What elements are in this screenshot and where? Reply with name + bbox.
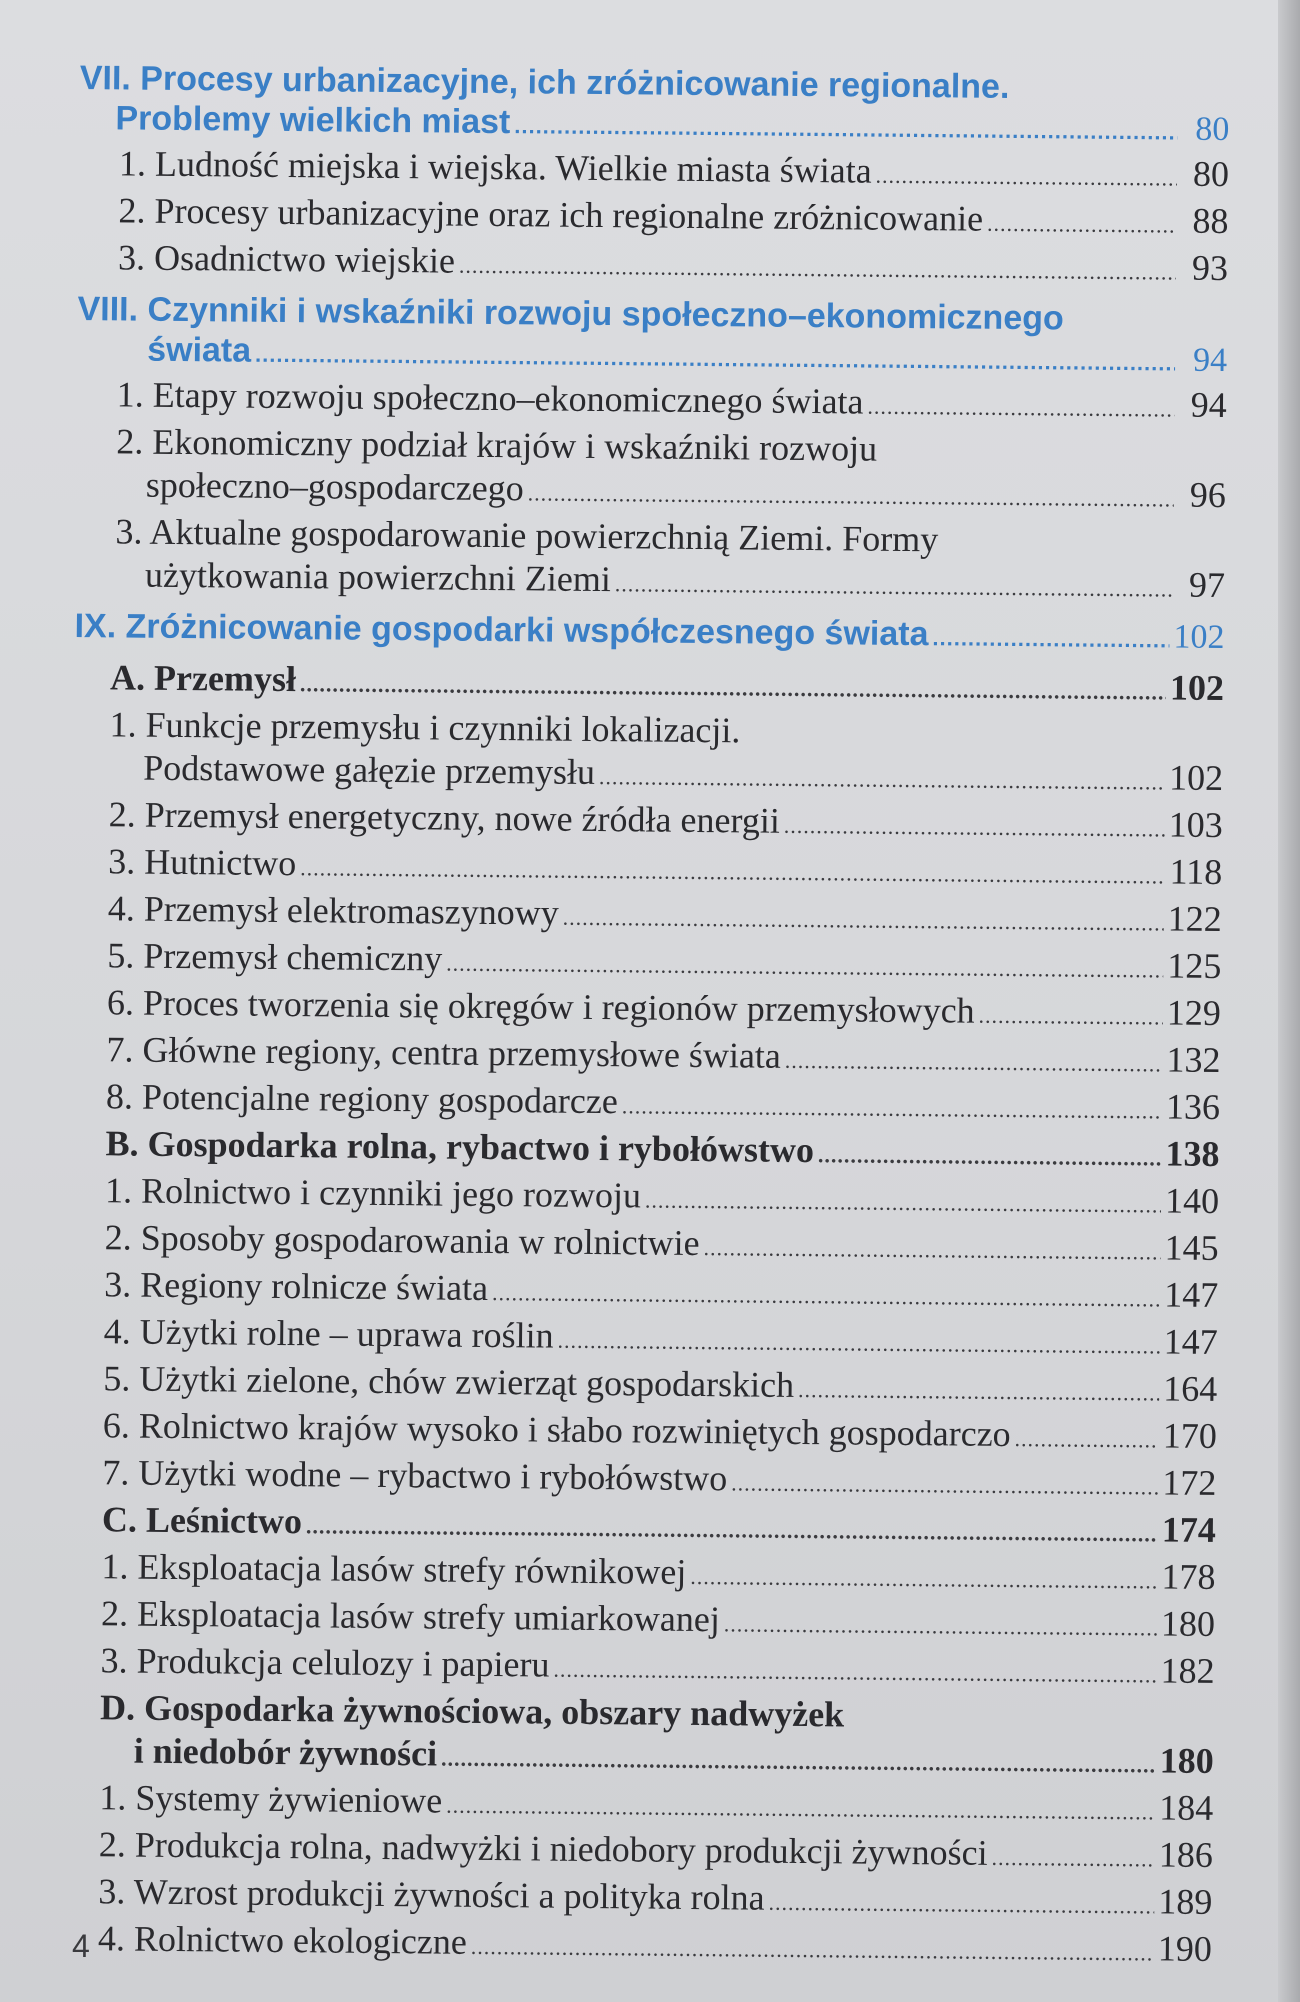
entry-label: 6. Proces tworzenia się okręgów i regionów przemysłowych (106, 982, 975, 1031)
leader-dots (690, 1555, 1158, 1602)
entry-label-cont: Podstawowe gałęzie przemysłu (142, 747, 596, 792)
leader-dots (446, 1784, 1155, 1834)
entry-label-cont: użytkowania powierzchni Ziemi (144, 554, 612, 600)
chapter-title: VIII. Czynniki i wskaźniki rozwoju społeczno–ekonomicznego (77, 289, 1064, 338)
leader-dots (784, 804, 1165, 851)
leader-dots (987, 202, 1177, 247)
page-ref: 118 (1169, 851, 1223, 893)
leader-dots (991, 1836, 1155, 1881)
page-ref: 178 (1161, 1556, 1216, 1597)
page-ref: 172 (1162, 1462, 1217, 1503)
entry-label: 1. Systemy żywieniowe (99, 1777, 443, 1821)
leader-dots (932, 618, 1169, 660)
page-ref: 94 (1190, 384, 1227, 426)
page-ref: 180 (1159, 1740, 1214, 1781)
entry-label: 3. Wzrost produkcji żywności a polityka rolna (98, 1871, 765, 1918)
entry-label-cont: społeczno–gospodarczego (145, 464, 524, 509)
page-ref: 170 (1162, 1415, 1218, 1456)
entry-label: 1. Etapy rozwoju społeczno–ekonomicznego świata (116, 374, 864, 422)
leader-dots (785, 1039, 1163, 1086)
entry-label: 2. Procesy urbanizacyjne oraz ich regionalne zróżnicowanie (118, 190, 984, 239)
leader-dots (1014, 1417, 1159, 1461)
page-ref: 140 (1164, 1180, 1220, 1221)
page-ref: 182 (1160, 1650, 1215, 1691)
entry-label: 7. Główne regiony, centra przemysłowe świata (106, 1029, 782, 1076)
page-ref: 102 (1173, 618, 1225, 657)
table-of-contents (62, 58, 1230, 1975)
page-ref: 93 (1191, 247, 1229, 289)
entry-label: 1. Ludność miejska i wiejska. Wielkie miasta świata (118, 143, 872, 191)
entry-label: 5. Przemysł chemiczny (107, 935, 443, 979)
page-ref: 136 (1165, 1086, 1221, 1127)
page-ref: 180 (1160, 1603, 1216, 1644)
page-ref: 145 (1164, 1227, 1219, 1268)
page-ref: 147 (1163, 1274, 1219, 1315)
leader-dots (798, 1368, 1160, 1414)
page-ref: 164 (1163, 1368, 1218, 1409)
chapter-title: VII. Procesy urbanizacyjne, ich zróżnicowanie regionalne. (79, 58, 1010, 106)
page-ref: 97 (1188, 564, 1226, 606)
leader-dots (622, 1084, 1163, 1132)
page-ref: 186 (1158, 1834, 1213, 1875)
page-ref: 138 (1165, 1133, 1220, 1174)
section-title: D. Gospodarka żywnościowa, obszary nadwyżek (99, 1687, 845, 1735)
section-title-cont: i niedobór żywności (133, 1730, 438, 1774)
chapter-title-cont: świata (147, 330, 252, 370)
page-ref: 102 (1169, 667, 1225, 709)
leader-dots (731, 1461, 1158, 1508)
page-ref: 80 (1195, 110, 1230, 149)
leader-dots (459, 244, 1176, 294)
entry-label: 3. Regiony rolnicze świata (104, 1264, 489, 1308)
entry-label: 4. Przemysł elektromaszynowy (107, 888, 559, 933)
page-ref: 189 (1158, 1881, 1213, 1922)
page-ref: 132 (1166, 1039, 1221, 1080)
page-ref: 94 (1192, 341, 1228, 380)
page-ref: 122 (1167, 898, 1222, 939)
chapter-title-cont: Problemy wielkich miast (115, 99, 511, 142)
leader-dots (875, 154, 1177, 200)
entry-label: 1. Rolnictwo i czynniki jego rozwoju (104, 1170, 642, 1216)
entry-label: 1. Funkcje przemysłu i czynniki lokalizacji. (109, 704, 741, 751)
entry-label: 2. Ekonomiczny podział krajów i wskaźniki rozwoju (116, 421, 878, 469)
entry-label: 3. Produkcja celulozy i papieru (100, 1640, 550, 1685)
entry-label: 7. Użytki wodne – rybactwo i rybołówstwo (102, 1452, 728, 1499)
leader-dots (724, 1602, 1158, 1649)
leader-dots (514, 106, 1177, 152)
entry-label: 2. Przemysł energetyczny, nowe źródła energii (108, 794, 781, 841)
page-number: 4 (72, 1928, 90, 1964)
leader-dots (645, 1178, 1161, 1226)
entry-label: 3. Aktualne gospodarowanie powierzchnią Ziemi. Formy (115, 511, 939, 560)
entry-label: 8. Potencjalne regiony gospodarcze (105, 1076, 619, 1122)
page-ref: 147 (1163, 1321, 1218, 1362)
section-title: B. Gospodarka rolna, rybactwo i rybołówstwo (105, 1123, 815, 1171)
leader-dots (553, 1648, 1157, 1697)
entry-label: 4. Rolnictwo ekologiczne (97, 1918, 468, 1962)
section-title: C. Leśnictwo (101, 1499, 303, 1542)
page-ref: 129 (1166, 992, 1222, 1033)
leader-dots (446, 942, 1163, 992)
leader-dots (768, 1881, 1154, 1928)
leader-dots (867, 385, 1175, 431)
entry-label: 2. Eksploatacja lasów strefy umiarkowanej (100, 1593, 721, 1640)
page-ref: 103 (1168, 804, 1223, 846)
leader-dots (599, 755, 1166, 803)
page-ref: 80 (1192, 153, 1230, 195)
leader-dots (978, 994, 1163, 1039)
page-ref: 190 (1157, 1928, 1213, 1969)
entry-label: 6. Rolnictwo krajów wysoko i słabo rozwiniętych gospodarczo (102, 1405, 1011, 1454)
leader-dots (527, 471, 1174, 520)
page-ref: 184 (1159, 1787, 1214, 1828)
entry-label: 5. Użytki zielone, chów zwierząt gospodarskich (103, 1358, 795, 1405)
entry-label: 3. Osadnictwo wiejskie (117, 237, 456, 281)
page-ref: 102 (1168, 757, 1224, 799)
section-title: A. Przemysł (109, 657, 297, 700)
page-ref: 88 (1192, 200, 1229, 242)
leader-dots (557, 1319, 1159, 1368)
leader-dots (703, 1226, 1160, 1273)
page-ref: 96 (1189, 474, 1227, 516)
page-ref: 174 (1161, 1509, 1217, 1550)
leader-dots (441, 1737, 1156, 1787)
page-ref: 125 (1167, 945, 1222, 986)
leader-dots (818, 1133, 1162, 1179)
entry-label: 2. Sposoby gospodarowania w rolnictwie (104, 1217, 700, 1264)
entry-label: 4. Użytki rolne – uprawa roślin (103, 1311, 554, 1356)
entry-label: 2. Produkcja rolna, nadwyżki i niedobory produkcji żywności (98, 1824, 988, 1873)
entry-label: 3. Hutnictwo (108, 841, 297, 884)
leader-dots (471, 1925, 1154, 1975)
entry-label: 1. Eksploatacja lasów strefy równikowej (101, 1546, 687, 1592)
leader-dots (492, 1271, 1160, 1320)
page-edge-shadow (1278, 0, 1300, 2002)
leader-dots (615, 562, 1174, 610)
chapter-title: IX. Zróżnicowanie gospodarki współczesnego świata (74, 606, 929, 654)
leader-dots (562, 896, 1163, 945)
